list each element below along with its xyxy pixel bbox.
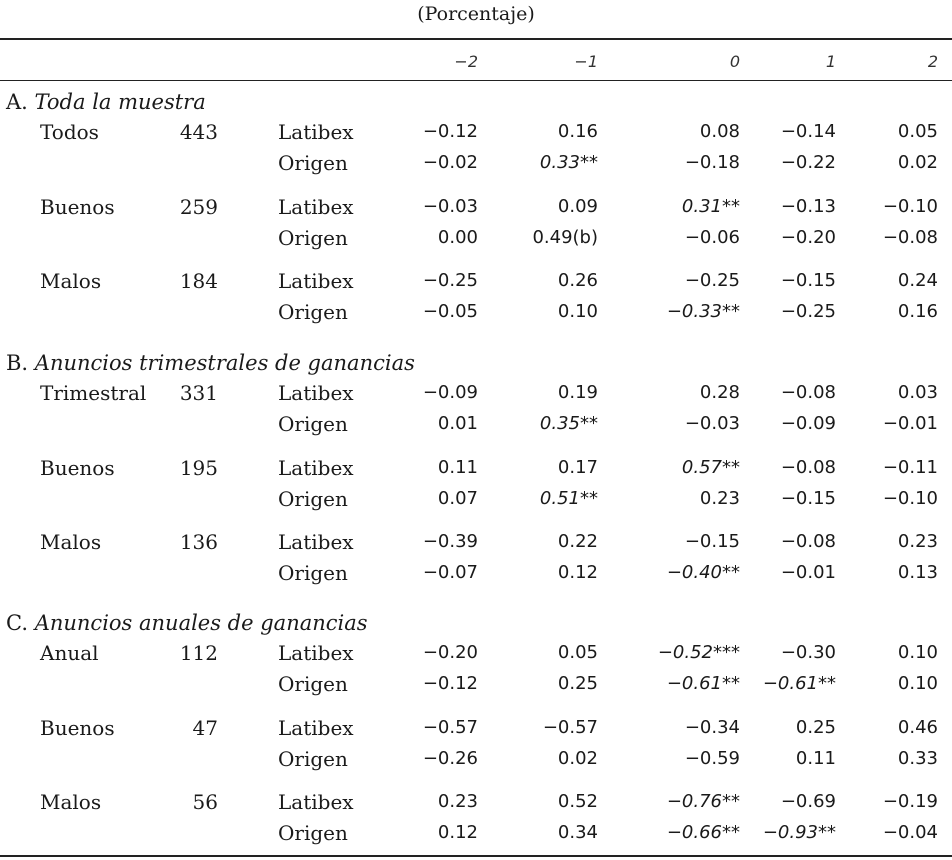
table-cell: −0.02 xyxy=(422,152,478,173)
group-name: Malos xyxy=(40,269,102,293)
table-cell: −0.05 xyxy=(422,301,478,322)
header-rule xyxy=(0,80,952,81)
table-cell: 0.23 xyxy=(437,791,478,812)
market-label: Latibex xyxy=(278,195,354,219)
bottom-rule xyxy=(0,855,952,857)
group-count: 112 xyxy=(179,641,218,665)
table-cell: −0.07 xyxy=(422,562,478,583)
table-cell: −0.39 xyxy=(422,531,478,552)
table-cell: 0.16 xyxy=(557,121,598,142)
market-label: Origen xyxy=(278,672,348,696)
group-count: 331 xyxy=(179,381,218,405)
table-cell: −0.18 xyxy=(684,152,740,173)
group-name: Buenos xyxy=(40,716,115,740)
table-cell: 0.35** xyxy=(539,413,598,434)
table-cell: −0.08 xyxy=(780,531,836,552)
group-name: Todos xyxy=(40,120,99,144)
table-cell: −0.76** xyxy=(666,791,740,812)
section-title xyxy=(6,611,368,635)
market-label: Origen xyxy=(278,747,348,771)
table-cell: 0.07 xyxy=(437,488,478,509)
section-letter: B. xyxy=(6,351,29,375)
table-cell: −0.25 xyxy=(422,270,478,291)
table-cell: −0.57 xyxy=(542,717,598,738)
table-cell: −0.01 xyxy=(882,413,938,434)
table-cell: −0.40** xyxy=(666,562,740,583)
table-cell: −0.69 xyxy=(780,791,836,812)
table-cell: 0.34 xyxy=(557,822,598,843)
table-cell: −0.25 xyxy=(780,301,836,322)
table-cell: 0.23 xyxy=(699,488,740,509)
group-count: 56 xyxy=(192,790,218,814)
group-name: Buenos xyxy=(40,195,115,219)
group-name: Malos xyxy=(40,790,102,814)
table-cell: 0.19 xyxy=(557,382,598,403)
table-cell: −0.52*** xyxy=(657,642,740,663)
table-caption: (Porcentaje) xyxy=(417,3,535,25)
table-cell: 0.11 xyxy=(795,748,836,769)
table-cell: −0.66** xyxy=(666,822,740,843)
table-cell: 0.16 xyxy=(897,301,938,322)
table-cell: −0.61** xyxy=(762,673,836,694)
table-cell: −0.03 xyxy=(422,196,478,217)
section-letter: A. xyxy=(6,90,28,114)
table-cell: −0.15 xyxy=(780,488,836,509)
table-cell: 0.17 xyxy=(557,457,598,478)
top-rule xyxy=(0,38,952,40)
group-count: 184 xyxy=(179,269,218,293)
section-heading: Anuncios anuales de ganancias xyxy=(34,611,368,635)
market-label: Origen xyxy=(278,412,348,436)
table-cell: 0.23 xyxy=(897,531,938,552)
group-name: Trimestral xyxy=(40,381,147,405)
market-label: Latibex xyxy=(278,120,354,144)
table-cell: −0.59 xyxy=(684,748,740,769)
section-letter: C. xyxy=(6,611,28,635)
table-cell: −0.10 xyxy=(882,196,938,217)
column-header-0: 0 xyxy=(729,52,740,71)
table-cell: 0.00 xyxy=(437,227,478,248)
table-cell: 0.33 xyxy=(897,748,938,769)
table-cell: −0.08 xyxy=(882,227,938,248)
table-cell: 0.25 xyxy=(795,717,836,738)
table-cell: 0.09 xyxy=(557,196,598,217)
market-label: Origen xyxy=(278,151,348,175)
market-label: Latibex xyxy=(278,456,354,480)
table-cell: 0.49(b) xyxy=(532,227,598,248)
table-cell: −0.20 xyxy=(780,227,836,248)
table-cell: 0.46 xyxy=(897,717,938,738)
group-count: 136 xyxy=(179,530,218,554)
table-cell: 0.11 xyxy=(437,457,478,478)
column-header-1: 1 xyxy=(825,52,836,71)
market-label: Origen xyxy=(278,300,348,324)
market-label: Latibex xyxy=(278,641,354,665)
table-cell: 0.02 xyxy=(897,152,938,173)
table-cell: −0.20 xyxy=(422,642,478,663)
table-cell: −0.33** xyxy=(666,301,740,322)
group-count: 259 xyxy=(179,195,218,219)
market-label: Origen xyxy=(278,226,348,250)
section-heading: Anuncios trimestrales de ganancias xyxy=(34,351,415,375)
table-cell: −0.09 xyxy=(422,382,478,403)
table-cell: 0.10 xyxy=(897,673,938,694)
column-header-minus1: −1 xyxy=(574,52,598,71)
table-cell: −0.03 xyxy=(684,413,740,434)
table-cell: 0.52 xyxy=(557,791,598,812)
table-cell: −0.15 xyxy=(780,270,836,291)
market-label: Origen xyxy=(278,821,348,845)
table-cell: −0.34 xyxy=(684,717,740,738)
table-cell: −0.15 xyxy=(684,531,740,552)
table-cell: −0.08 xyxy=(780,457,836,478)
market-label: Latibex xyxy=(278,269,354,293)
table-cell: 0.10 xyxy=(897,642,938,663)
table-cell: 0.10 xyxy=(557,301,598,322)
table-cell: −0.13 xyxy=(780,196,836,217)
table-cell: −0.26 xyxy=(422,748,478,769)
table-cell: 0.01 xyxy=(437,413,478,434)
table-cell: 0.22 xyxy=(557,531,598,552)
table-cell: 0.08 xyxy=(699,121,740,142)
table-cell: 0.31** xyxy=(681,196,740,217)
table-cell: −0.93** xyxy=(762,822,836,843)
market-label: Latibex xyxy=(278,716,354,740)
table-cell: −0.01 xyxy=(780,562,836,583)
table-cell: 0.05 xyxy=(897,121,938,142)
table-cell: −0.06 xyxy=(684,227,740,248)
table-cell: 0.12 xyxy=(557,562,598,583)
table-cell: −0.04 xyxy=(882,822,938,843)
group-name: Buenos xyxy=(40,456,115,480)
market-label: Latibex xyxy=(278,381,354,405)
market-label: Latibex xyxy=(278,530,354,554)
section-title xyxy=(6,90,206,114)
table-cell: 0.28 xyxy=(699,382,740,403)
table-cell: −0.22 xyxy=(780,152,836,173)
table-cell: −0.12 xyxy=(422,673,478,694)
table-cell: 0.03 xyxy=(897,382,938,403)
table-cell: −0.14 xyxy=(780,121,836,142)
table-cell: 0.12 xyxy=(437,822,478,843)
table-cell: −0.11 xyxy=(882,457,938,478)
table-cell: −0.61** xyxy=(666,673,740,694)
group-count: 195 xyxy=(179,456,218,480)
group-name: Malos xyxy=(40,530,102,554)
table-cell: −0.09 xyxy=(780,413,836,434)
table-cell: 0.51** xyxy=(539,488,598,509)
table-cell: 0.26 xyxy=(557,270,598,291)
table-cell: −0.25 xyxy=(684,270,740,291)
table-cell: −0.30 xyxy=(780,642,836,663)
market-label: Latibex xyxy=(278,790,354,814)
table-cell: −0.57 xyxy=(422,717,478,738)
section-title xyxy=(6,351,415,375)
table-cell: 0.02 xyxy=(557,748,598,769)
group-count: 47 xyxy=(192,716,218,740)
table-cell: 0.24 xyxy=(897,270,938,291)
table-cell: 0.05 xyxy=(557,642,598,663)
table-cell: −0.12 xyxy=(422,121,478,142)
table-cell: 0.57** xyxy=(681,457,740,478)
table-cell: 0.13 xyxy=(897,562,938,583)
table-cell: 0.25 xyxy=(557,673,598,694)
column-header-minus2: −2 xyxy=(454,52,478,71)
table-cell: −0.19 xyxy=(882,791,938,812)
group-count: 443 xyxy=(179,120,218,144)
market-label: Origen xyxy=(278,487,348,511)
market-label: Origen xyxy=(278,561,348,585)
group-name: Anual xyxy=(40,641,99,665)
column-header-2: 2 xyxy=(927,52,938,71)
table-cell: −0.10 xyxy=(882,488,938,509)
section-heading: Toda la muestra xyxy=(34,90,206,114)
table-cell: 0.33** xyxy=(539,152,598,173)
table-cell: −0.08 xyxy=(780,382,836,403)
